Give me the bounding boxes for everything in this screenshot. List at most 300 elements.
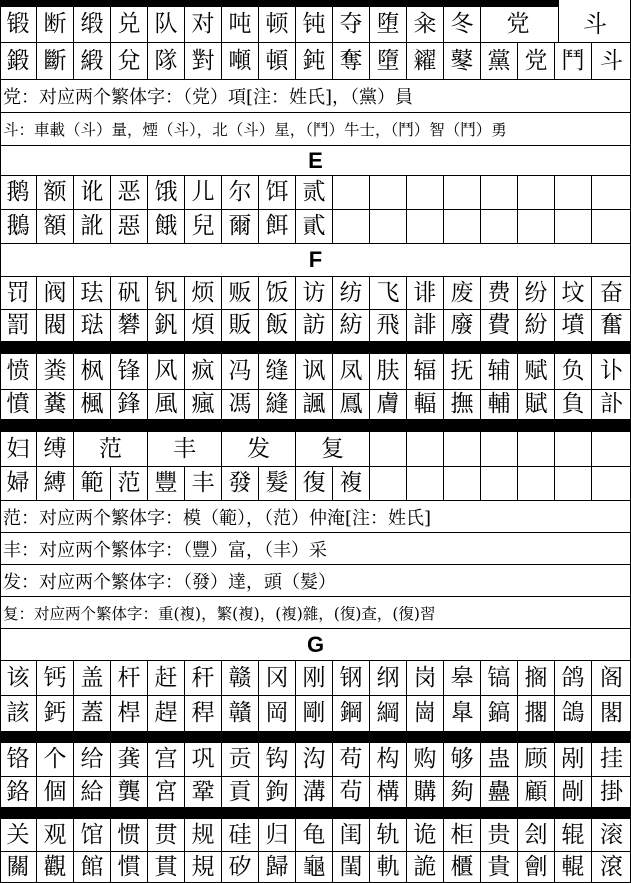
char-cell: 贯: [148, 819, 185, 851]
char-cell: 刽: [518, 819, 555, 851]
char-cell: 飛: [370, 310, 407, 341]
char-cell: 閣: [600, 700, 623, 726]
empty-cell: [555, 210, 592, 243]
empty-cell: [481, 210, 518, 243]
char-cell: 访: [296, 277, 333, 309]
char-cell: 巩: [185, 743, 222, 776]
thick-divider: [0, 807, 631, 819]
char-cell: 凤: [333, 354, 370, 389]
row-f2-traditional: [0, 390, 631, 419]
char-cell: 擱: [518, 696, 555, 731]
char-cell: 輔: [481, 390, 518, 419]
char-cell: 趕: [148, 696, 185, 731]
char-cell: 諷: [296, 390, 333, 419]
char-cell: 苟: [333, 743, 370, 776]
char-cell: 诡: [407, 819, 444, 851]
char-cell: 龟: [296, 819, 333, 851]
char-cell: 恶: [111, 176, 148, 209]
char-cell: 滾: [600, 853, 623, 880]
empty-cell: [555, 432, 592, 466]
char-cell: 顾: [518, 743, 555, 776]
char-cell: 龔: [111, 777, 148, 807]
char-cell: 軌: [370, 852, 407, 882]
empty-cell: [444, 210, 481, 243]
empty-cell: [444, 432, 481, 466]
char-cell: 岡: [259, 696, 296, 731]
char-cell: 給: [74, 777, 111, 807]
char-cell: 關: [0, 852, 37, 882]
char-cell: 崗: [407, 696, 444, 731]
char-cell: 刚: [296, 661, 333, 695]
char-cell: 沟: [296, 743, 333, 776]
char-cell: 硅: [222, 819, 259, 851]
char-cell: 訪: [296, 310, 333, 341]
section-header-e: [0, 146, 631, 176]
char-cell: 钙: [37, 661, 74, 695]
char-cell: 膚: [370, 390, 407, 419]
char-cell: 掛: [600, 778, 623, 805]
note-dang: [0, 80, 631, 113]
char-cell: 蓋: [74, 696, 111, 731]
char-cell: 珐: [74, 277, 111, 309]
row-f3-simplified: [0, 432, 631, 467]
char-cell: 宮: [148, 777, 185, 807]
char-cell: 個: [37, 777, 74, 807]
char-cell: 范: [74, 432, 148, 466]
char-cell: 党: [506, 11, 530, 37]
char-cell: 夠: [444, 777, 481, 807]
char-cell: 儿: [185, 176, 222, 209]
char-cell: 桿: [111, 696, 148, 731]
char-cell: 额: [37, 176, 74, 209]
char-cell: 复: [296, 432, 370, 466]
char-cell: 费: [481, 277, 518, 309]
empty-cell: [518, 210, 555, 243]
char-cell: 搁: [518, 661, 555, 695]
empty-cell: [518, 432, 555, 466]
char-cell: 婦: [0, 467, 37, 500]
char-cell: 坟: [555, 277, 592, 309]
char-cell: 饿: [148, 176, 185, 209]
char-cell: 隊: [148, 43, 185, 79]
char-cell: 紡: [333, 310, 370, 341]
char-cell: 惯: [111, 819, 148, 851]
char-cell: 鈍: [296, 43, 333, 79]
char-cell: 冈: [259, 661, 296, 695]
char-cell: 杆: [111, 661, 148, 695]
row-e-traditional: [0, 210, 631, 244]
char-cell: 锋: [111, 354, 148, 389]
char-cell: 風: [148, 390, 185, 419]
char-cell: 缚: [37, 432, 74, 466]
empty-cell: [592, 210, 631, 243]
char-cell: 铬: [0, 743, 37, 776]
char-cell: 茍: [333, 777, 370, 807]
char-cell: 钒: [148, 277, 185, 309]
char-cell: 冯: [222, 354, 259, 389]
char-cell: 貳: [296, 210, 333, 243]
char-cell: 稈: [185, 696, 222, 731]
char-cell: 額: [37, 210, 74, 243]
char-cell: 斗: [600, 47, 623, 74]
char-cell: 锻: [0, 7, 37, 42]
empty-cell: [592, 467, 631, 500]
char-cell: 奪: [333, 43, 370, 79]
char-cell: 皋: [444, 661, 481, 695]
char-cell: 贩: [222, 277, 259, 309]
char-cell: 赶: [148, 661, 185, 695]
char-cell: 发: [222, 432, 296, 466]
char-cell: 疯: [185, 354, 222, 389]
char-cell: 館: [74, 852, 111, 882]
char-cell: 噸: [222, 43, 259, 79]
char-cell: 籴: [407, 7, 444, 42]
char-cell: 规: [185, 819, 222, 851]
char-cell: 鎬: [481, 696, 518, 731]
char-cell: 党: [518, 43, 555, 79]
char-cell: 鵝: [0, 210, 37, 243]
char-cell: 縫: [259, 390, 296, 419]
char-cell: 複: [333, 467, 370, 500]
char-cell: 閨: [333, 852, 370, 882]
thick-divider: [0, 341, 631, 354]
char-cell: 鈣: [37, 696, 74, 731]
char-cell: 兒: [185, 210, 222, 243]
char-cell: 貴: [481, 852, 518, 882]
char-cell: 兌: [111, 43, 148, 79]
note-text: 党：对应两个繁体字：（党）項[注：姓氏]，（黨）員: [3, 87, 414, 108]
char-cell: 观: [37, 819, 74, 851]
note-text: 复：对应两个繁体字：重(複)，繁(複)，(複)雜，(復)查，(復)習: [3, 604, 436, 623]
char-cell: 髮: [259, 467, 296, 500]
char-cell: 辅: [481, 354, 518, 389]
char-cell: 訛: [74, 210, 111, 243]
char-cell: 餌: [259, 210, 296, 243]
note-text: 发：对应两个繁体字：（發）達，頭（髮）: [3, 571, 336, 593]
char-cell: 飞: [370, 277, 407, 309]
char-cell: 閥: [37, 310, 74, 341]
note-fa: [0, 565, 631, 597]
char-cell: 歸: [259, 852, 296, 882]
top-rule: [0, 0, 558, 7]
char-cell: 該: [0, 696, 37, 731]
char-cell: 紛: [518, 310, 555, 341]
char-cell: 鬥: [555, 43, 592, 79]
char-cell: 鍛: [0, 43, 37, 79]
char-cell: 奮: [600, 312, 623, 338]
row-d-simplified: [0, 7, 631, 43]
char-cell: 規: [185, 852, 222, 882]
char-cell: 该: [0, 661, 37, 695]
row-g2-simplified: [0, 743, 631, 777]
char-cell: 讣: [600, 358, 623, 384]
char-cell: 闺: [333, 819, 370, 851]
empty-cell: [481, 467, 518, 500]
char-cell: 纷: [518, 277, 555, 309]
empty-cell: [481, 432, 518, 466]
row-e-simplified: [0, 176, 631, 210]
char-cell: 阁: [600, 664, 623, 691]
char-cell: 归: [259, 819, 296, 851]
char-cell: 赣: [222, 661, 259, 695]
char-cell: 費: [481, 310, 518, 341]
thick-divider: [0, 419, 631, 432]
char-cell: 輥: [555, 852, 592, 882]
char-cell: 鞏: [185, 777, 222, 807]
char-cell: 纺: [333, 277, 370, 309]
char-cell: 發: [222, 467, 259, 500]
section-header-f: [0, 244, 631, 277]
empty-cell: [555, 467, 592, 500]
char-cell: 顿: [259, 7, 296, 42]
char-cell: 輻: [407, 390, 444, 419]
char-cell: 妇: [0, 432, 37, 466]
char-cell: 販: [222, 310, 259, 341]
char-cell: 頓: [259, 43, 296, 79]
section-letter: F: [308, 247, 323, 272]
char-cell: 鋒: [111, 390, 148, 419]
char-cell: 负: [555, 354, 592, 389]
char-cell: 购: [407, 743, 444, 776]
char-cell: 缝: [259, 354, 296, 389]
char-cell: 轨: [370, 819, 407, 851]
char-cell: 饭: [259, 277, 296, 309]
char-cell: 钝: [296, 7, 333, 42]
row-f1-traditional: [0, 310, 631, 341]
empty-cell: [555, 176, 592, 209]
char-cell: 鉤: [259, 777, 296, 807]
row-g2-traditional: [0, 777, 631, 807]
char-cell: 愤: [0, 354, 37, 389]
empty-cell: [370, 210, 407, 243]
char-cell: 馮: [222, 390, 259, 419]
char-cell: 餓: [148, 210, 185, 243]
char-cell: 鳳: [333, 390, 370, 419]
section-letter: G: [306, 631, 325, 657]
char-cell: 顧: [518, 777, 555, 807]
empty-cell: [333, 176, 370, 209]
char-cell: 讹: [74, 176, 111, 209]
char-cell: 龚: [111, 743, 148, 776]
char-cell: 纲: [370, 661, 407, 695]
char-cell: 断: [37, 7, 74, 42]
char-cell: 饵: [259, 176, 296, 209]
char-cell: 礬: [111, 310, 148, 341]
empty-cell: [481, 176, 518, 209]
char-cell: 贵: [481, 819, 518, 851]
char-cell: 馆: [74, 819, 111, 851]
char-cell: 阀: [37, 277, 74, 309]
char-cell: 豐: [148, 467, 185, 500]
char-cell: 辐: [407, 354, 444, 389]
char-cell: 鉻: [0, 777, 37, 807]
char-cell: 尔: [222, 176, 259, 209]
char-cell: 诽: [407, 277, 444, 309]
empty-cell: [407, 210, 444, 243]
empty-cell: [370, 176, 407, 209]
char-cell: 墮: [370, 43, 407, 79]
empty-cell: [518, 176, 555, 209]
char-cell: 烦: [185, 277, 222, 309]
char-cell: 糞: [37, 390, 74, 419]
char-cell: 罚: [0, 277, 37, 309]
char-cell: 綱: [370, 696, 407, 731]
char-cell: 剮: [555, 777, 592, 807]
char-cell: 詭: [407, 852, 444, 882]
char-cell: 滚: [600, 821, 623, 848]
char-cell: 盖: [74, 661, 111, 695]
char-cell-dou: 斗: [558, 0, 631, 43]
char-cell: 緞: [74, 43, 111, 79]
char-cell: 肤: [370, 354, 407, 389]
char-cell: 队: [148, 7, 185, 42]
char-cell: 範: [74, 467, 111, 500]
char-cell: 觀: [37, 852, 74, 882]
char-cell: 糴: [407, 43, 444, 79]
char-cell: 废: [444, 277, 481, 309]
char-cell: 煩: [185, 310, 222, 341]
note-dou: [0, 113, 631, 146]
char-cell: 訃: [600, 391, 623, 417]
char-cell: 剛: [296, 696, 333, 731]
char-cell: 購: [407, 777, 444, 807]
char-cell: 矽: [222, 852, 259, 882]
note-text: 斗：車載（斗）量，煙（斗），北（斗）星，（鬥）牛士，（鬥）智（鬥）勇: [3, 121, 507, 139]
char-cell: 鸽: [555, 661, 592, 695]
char-cell: 貫: [148, 852, 185, 882]
char-cell: 奋: [600, 279, 623, 306]
char-cell: 溝: [296, 777, 333, 807]
empty-cell: [407, 176, 444, 209]
char-cell: 讽: [296, 354, 333, 389]
char-cell: 丰: [185, 467, 222, 500]
char-cell: 爾: [222, 210, 259, 243]
char-cell: 鋼: [333, 696, 370, 731]
char-cell: 吨: [222, 7, 259, 42]
char-cell: 臯: [444, 696, 481, 731]
row-d-traditional: [0, 43, 631, 80]
empty-cell: [518, 467, 555, 500]
empty-cell: [592, 432, 631, 466]
empty-cell: [592, 176, 631, 209]
char-cell: 钩: [259, 743, 296, 776]
char-cell: 鼕: [444, 43, 481, 79]
row-f2-simplified: [0, 354, 631, 390]
row-f3-traditional: [0, 467, 631, 501]
char-cell: 撫: [444, 390, 481, 419]
char-cell: 柜: [444, 819, 481, 851]
char-cell: 構: [370, 777, 407, 807]
note-text: 丰：对应两个繁体字：（豐）富，（丰）采: [3, 539, 327, 561]
char-cell: 岗: [407, 661, 444, 695]
char-cell: 瘋: [185, 390, 222, 419]
char-cell: 对: [185, 7, 222, 42]
char-cell: 黨: [481, 43, 518, 79]
char-cell: 堕: [370, 7, 407, 42]
char-cell: 楓: [74, 390, 111, 419]
char-cell: 秆: [185, 661, 222, 695]
empty-cell: [333, 210, 370, 243]
char-cell: 贰: [296, 176, 333, 209]
char-cell: 个: [37, 743, 74, 776]
char-cell: 飯: [259, 310, 296, 341]
char-cell: 罰: [0, 310, 37, 341]
char-cell: 貢: [222, 777, 259, 807]
char-cell: 賦: [518, 390, 555, 419]
char-cell: 墳: [555, 310, 592, 341]
char-cell: 蠱: [481, 777, 518, 807]
row-g1-traditional: [0, 696, 631, 731]
note-text: 范：对应两个繁体字：模（範），（范）仲淹[注：姓氏]: [3, 507, 432, 529]
char-cell: 鹅: [0, 176, 37, 209]
char-cell: 给: [74, 743, 111, 776]
char-cell: 粪: [37, 354, 74, 389]
empty-cell: [444, 467, 481, 500]
char-cell: 鴿: [555, 696, 592, 731]
char-cell: 負: [555, 390, 592, 419]
note-fu: [0, 597, 631, 629]
row-g3-traditional: [0, 852, 631, 883]
char-cell: 惡: [111, 210, 148, 243]
char-cell: 釩: [148, 310, 185, 341]
char-cell: 琺: [74, 310, 111, 341]
empty-cell: [370, 432, 407, 466]
char-cell: 范: [111, 467, 148, 500]
section-letter: E: [308, 147, 323, 173]
row-g1-simplified: [0, 661, 631, 696]
char-cell: 廢: [444, 310, 481, 341]
char-cell: 斷: [37, 43, 74, 79]
char-cell: 丰: [148, 432, 222, 466]
char-cell: 復: [296, 467, 333, 500]
char-cell: 贛: [222, 696, 259, 731]
char-cell: 抚: [444, 354, 481, 389]
empty-cell: [370, 467, 407, 500]
char-cell: 风: [148, 354, 185, 389]
char-cell: 憤: [0, 390, 37, 419]
char-cell: 剐: [555, 743, 592, 776]
char-cell: 冬: [444, 7, 481, 42]
char-cell: 對: [185, 43, 222, 79]
char-cell: 矾: [111, 277, 148, 309]
char-cell: 缎: [74, 7, 111, 42]
empty-cell: [407, 432, 444, 466]
char-cell: 够: [444, 743, 481, 776]
thick-divider: [0, 731, 631, 743]
char-cell: 劊: [518, 852, 555, 882]
char-cell: 赋: [518, 354, 555, 389]
empty-cell: [444, 176, 481, 209]
char-cell: 縛: [37, 467, 74, 500]
row-f1-simplified: [0, 277, 631, 310]
char-cell: 誹: [407, 310, 444, 341]
char-cell: 挂: [600, 746, 623, 772]
char-cell: 关: [0, 819, 37, 851]
row-g3-simplified: [0, 819, 631, 852]
char-cell: 櫃: [444, 852, 481, 882]
empty-cell: [407, 467, 444, 500]
char-cell: 兑: [111, 7, 148, 42]
char-cell: 钢: [333, 661, 370, 695]
char-cell: 构: [370, 743, 407, 776]
char-cell: 蛊: [481, 743, 518, 776]
char-cell: 辊: [555, 819, 592, 851]
char-cell: 枫: [74, 354, 111, 389]
char-cell: 龜: [296, 852, 333, 882]
char-cell: 慣: [111, 852, 148, 882]
char-cell: 镐: [481, 661, 518, 695]
char-cell: 夺: [333, 7, 370, 42]
